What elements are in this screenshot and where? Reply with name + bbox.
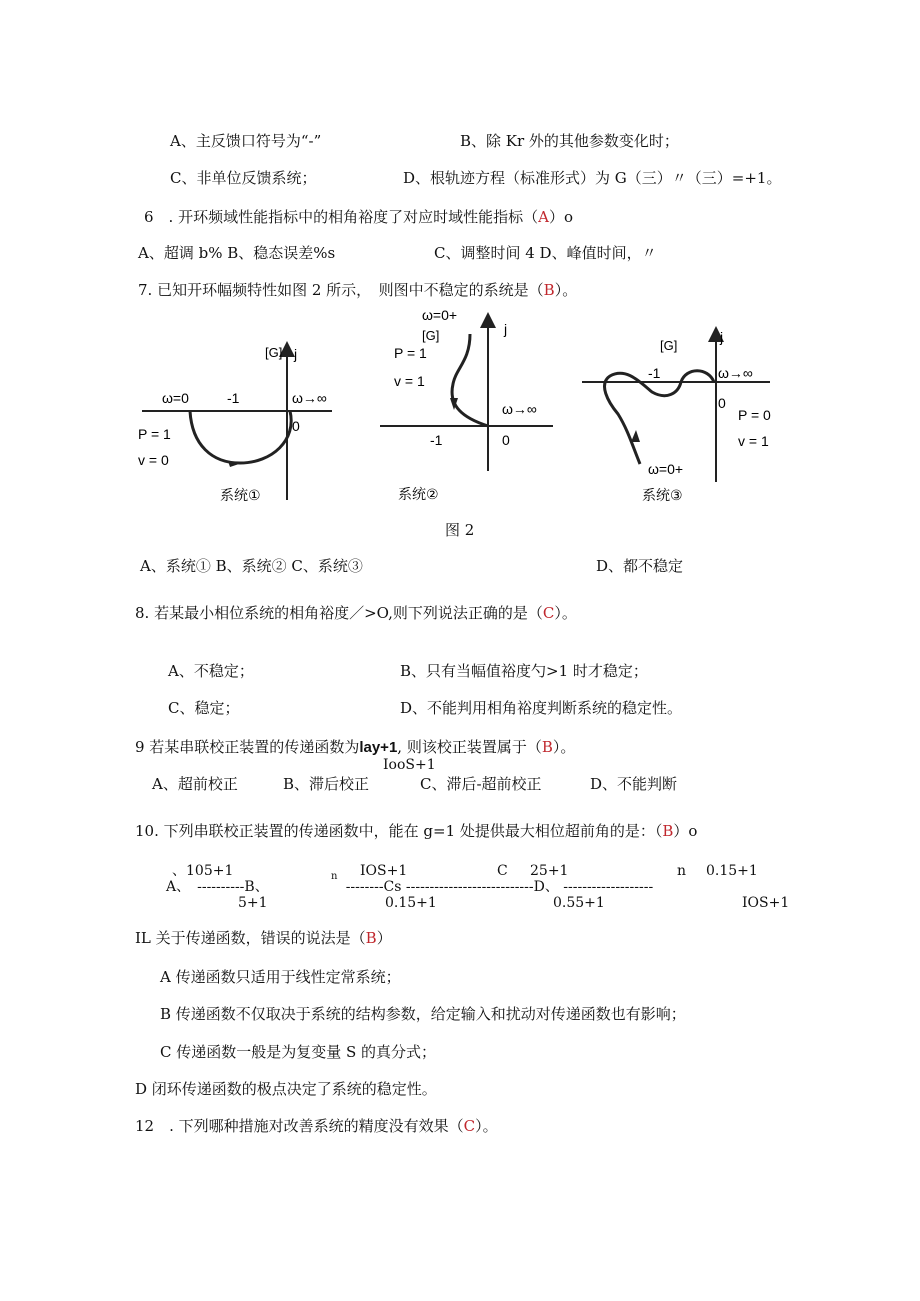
q8-question: 8. 若某最小相位系统的相角裕度／>O,则下列说法正确的是（C）。 — [135, 604, 577, 622]
sys3-inf-label: ω→∞ — [718, 365, 753, 381]
q10-num-d-prefix: n — [677, 863, 687, 879]
q6-options-cd: C、调整时间 4 D、峰值时间，〃 — [434, 244, 657, 262]
q9-option-b: B、滞后校正 — [283, 775, 370, 793]
q10-den-a: 5+1 — [238, 895, 268, 911]
sys1-omega-label: ω=0 — [162, 390, 189, 406]
q9-option-d: D、不能判断 — [590, 775, 678, 793]
sys2-v-label: v = 1 — [394, 373, 425, 389]
q10-num-c-prefix: C — [497, 863, 508, 879]
q10-question: 10. 下列串联校正装置的传递函数中，能在 g=1 处提供最大相位超前角的是：（B）o — [135, 822, 698, 840]
sys2-minus1-label: -1 — [430, 432, 443, 448]
q10-num-b: IOS+1 — [360, 863, 408, 879]
sys1-minus1-label: -1 — [227, 390, 240, 406]
q9-question: 9 若某串联校正装置的传递函数为lay+1, 则该校正装置属于（B）。 — [135, 738, 576, 756]
q10-num-d: 0.15+1 — [706, 863, 758, 879]
q11-option-a: A 传递函数只适用于线性定常系统； — [160, 968, 401, 986]
sys2-inf-label: ω→∞ — [502, 401, 537, 417]
q9-answer: B — [541, 738, 553, 756]
sys1-inf-label: ω→∞ — [292, 390, 327, 406]
q6-answer: A — [538, 208, 549, 226]
q10-den-c: 0.55+1 — [553, 895, 605, 911]
sys3-zero-label: 0 — [718, 395, 726, 411]
sys1-j-label: j — [294, 346, 298, 362]
q11-option-c: C 传递函数一般是为复变量 S 的真分式； — [160, 1043, 437, 1061]
sys2-zero-label: 0 — [502, 432, 510, 448]
q5-option-c: C、非单位反馈系统； — [170, 169, 317, 187]
sys2-g-label: [G] — [422, 328, 440, 343]
figure-system-2 — [378, 306, 568, 506]
q12-question: 12 . 下列哪种措施对改善系统的精度没有效果（C）。 — [135, 1117, 498, 1135]
q9-option-c: C、滞后-超前校正 — [420, 775, 542, 793]
q10-fraction-line: A、 ----------B、 --------Cs ---------------------------D、 ------------------- — [166, 879, 654, 895]
q11-question: IL 关于传递函数，错误的说法是（B） — [135, 929, 392, 947]
sys3-j-label: j — [720, 329, 724, 345]
sys1-zero-label: 0 — [292, 418, 300, 434]
q8-option-c: C、稳定； — [168, 699, 240, 717]
figure-system-1 — [132, 335, 342, 515]
sys1-p-label: P = 1 — [138, 426, 171, 442]
q8-answer: C — [542, 604, 555, 622]
sys2-j-label: j — [504, 321, 508, 337]
sys3-curve-arrow — [631, 430, 640, 442]
q11-answer: B — [365, 929, 377, 947]
q8-option-b: B、只有当幅值裕度勺>1 时才稳定； — [400, 662, 648, 680]
q10-answer: B — [662, 822, 674, 840]
q8-option-d: D、不能判用相角裕度判断系统的稳定性。 — [400, 699, 683, 717]
sys1-title: 系统① — [220, 487, 261, 503]
q8-option-a: A、不稳定； — [168, 662, 254, 680]
sys2-p-label: P = 1 — [394, 345, 427, 361]
q11-option-b: B 传递函数不仅取决于系统的结构参数，给定输入和扰动对传递函数也有影响； — [160, 1005, 686, 1023]
sys3-v-label: v = 1 — [738, 433, 769, 449]
q5-option-a: A、主反馈口符号为“-” — [170, 132, 322, 150]
q10-num-b-prefix: n — [331, 871, 338, 882]
q9-option-a: A、超前校正 — [152, 775, 238, 793]
q7-options-abc: A、系统① B、系统② C、系统③ — [140, 557, 363, 575]
sys3-minus1-label: -1 — [648, 365, 661, 381]
q9-numerator: lay+1 — [359, 739, 398, 756]
sys1-g-label: [G] — [265, 345, 283, 360]
sys1-v-label: v = 0 — [138, 452, 169, 468]
sys3-g-label: [G] — [660, 338, 678, 353]
q5-option-d: D、根轨迹方程（标准形式）为 G（三）〃（三）=+1。 — [403, 169, 782, 187]
sys1-nyquist-curve — [190, 411, 291, 463]
q7-option-d: D、都不稳定 — [596, 557, 684, 575]
figure-caption: 图 2 — [445, 521, 475, 539]
sys2-nyquist-curve — [452, 334, 488, 426]
sys3-omega-label: ω=0+ — [648, 461, 684, 477]
sys2-omega-label: ω=0+ — [422, 307, 458, 323]
q7-question: 7. 已知开环幅频特性如图 2 所示， 则图中不稳定的系统是（B）。 — [138, 281, 578, 299]
q10-den-b: 0.15+1 — [385, 895, 437, 911]
q9-denominator: IooS+1 — [383, 757, 436, 773]
q11-option-d: D 闭环传递函数的极点决定了系统的稳定性。 — [135, 1080, 437, 1098]
q10-num-c: 25+1 — [530, 863, 569, 879]
q7-answer: B — [543, 281, 555, 299]
q10-den-d: IOS+1 — [742, 895, 790, 911]
q6-options-ab: A、超调 b% B、稳态误差%s — [138, 244, 336, 262]
q6-question: 6 . 开环频域性能指标中的相角裕度了对应时域性能指标（A）o — [144, 208, 573, 226]
sys3-nyquist-curve — [605, 371, 714, 464]
sys3-p-label: P = 0 — [738, 407, 771, 423]
q12-answer: C — [463, 1117, 476, 1135]
sys3-title: 系统③ — [642, 487, 683, 503]
sys2-title: 系统② — [398, 486, 439, 502]
q10-num-a: 、105+1 — [172, 863, 234, 879]
q5-option-b: B、除 Kr 外的其他参数变化时； — [460, 132, 679, 150]
figure-system-3 — [578, 322, 778, 512]
